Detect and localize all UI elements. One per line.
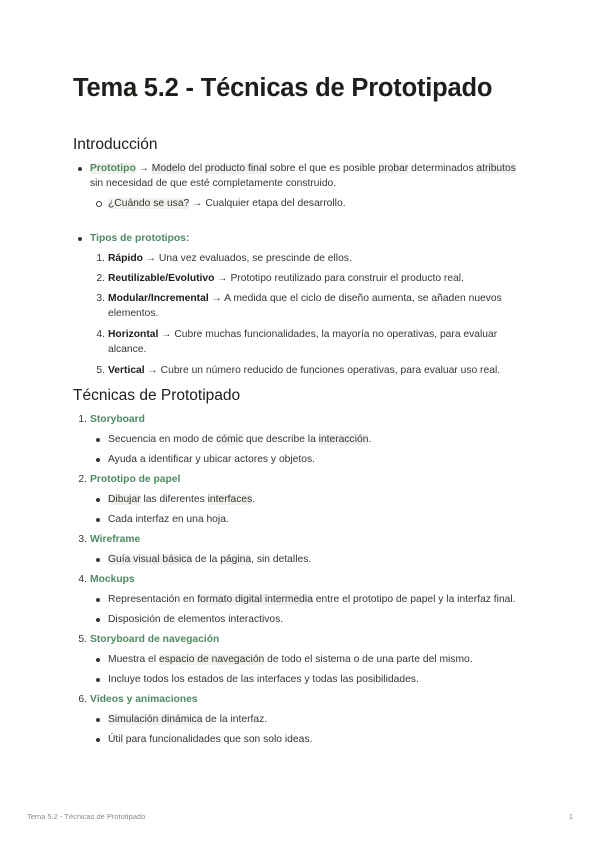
tipo-item-reutilizable: 2. Reutilizable/Evolutivo → Prototipo reutilizado para construir el producto real.: [96, 273, 464, 284]
list-item: Ayuda a identificar y ubicar actores y objetos.: [108, 452, 533, 467]
bullet-icon: [96, 678, 100, 682]
tipos-numbered-list: [73, 251, 533, 378]
tecnica-papel: 2. Prototipo de papel: [78, 474, 181, 485]
intro-list: [73, 161, 533, 191]
list-item: Guía visual básica de la página, sin detalles.: [108, 552, 533, 567]
list-item-tipos: Tipos de prototipos:: [90, 231, 533, 246]
tecnica-videos: 6. Vídeos y animaciones: [78, 694, 198, 705]
tecnica-wireframe: 3. Wireframe: [78, 534, 141, 545]
bullet-icon: [96, 658, 100, 662]
tipo-item-modular: 3. Modular/Incremental → A medida que el ciclo de diseño aumenta, se añaden nuevos elementos.: [96, 293, 502, 319]
document-page: [73, 70, 533, 747]
bullet-icon: [96, 738, 100, 742]
bullet-icon: [96, 438, 100, 442]
list-item: Muestra el espacio de navegación de todo el sistema o de una parte del mismo.: [108, 652, 533, 667]
bullet-icon: [96, 458, 100, 462]
bullet-icon: [78, 167, 82, 171]
bullet-icon: [96, 598, 100, 602]
bullet-icon: [96, 498, 100, 502]
list-item: Simulación dinámica de la interfaz.: [108, 712, 533, 727]
list-item: Dibujar las diferentes interfaces.: [108, 492, 533, 507]
list-item-prototipo: Prototipo → Modelo del producto final sobre el que es posible probar determinados atributos sin necesidad de que esté completamente construido.: [90, 161, 533, 191]
page-number: 1: [568, 812, 573, 821]
bullet-icon: [96, 618, 100, 622]
list-item: Incluye todos los estados de las interfaces y todas las posibilidades.: [108, 672, 533, 687]
page-footer: [27, 812, 573, 821]
tipo-item-vertical: 5. Vertical → Cubre un número reducido de funciones operativas, para evaluar uso real.: [96, 365, 501, 376]
tecnicas-list: [73, 412, 533, 427]
list-item: Representación en formato digital intermedia entre el prototipo de papel y la interfaz final.: [108, 592, 533, 607]
section-heading-intro: Introducción: [73, 136, 158, 153]
bullet-icon: [96, 518, 100, 522]
footer-title: Tema 5.2 - Técnicas de Prototipado: [27, 812, 146, 821]
tecnica-storyboard-navegacion: 5. Storyboard de navegación: [78, 634, 220, 645]
tecnica-mockups: 4. Mockups: [78, 574, 135, 585]
bullet-icon: [96, 718, 100, 722]
tipo-item-horizontal: 4. Horizontal → Cubre muchas funcionalidades, la mayoría no operativas, para evaluar alcance.: [96, 329, 498, 355]
tipo-item-rapido: 1. Rápido → Una vez evaluados, se prescinde de ellos.: [96, 253, 352, 264]
intro-sublist: [73, 196, 533, 211]
page-title: Tema 5.2 - Técnicas de Prototipado: [73, 74, 493, 102]
list-item: Disposición de elementos interactivos.: [108, 612, 533, 627]
tipos-list: [73, 231, 533, 246]
bullet-icon: [78, 237, 82, 241]
section-heading-tecnicas: Técnicas de Prototipado: [73, 387, 241, 404]
list-item: Útil para funcionalidades que son solo ideas.: [108, 732, 533, 747]
tecnica-storyboard: 1. Storyboard: [78, 414, 145, 425]
bullet-icon: [96, 558, 100, 562]
list-item: Cada interfaz en una hoja.: [108, 512, 533, 527]
list-item: Secuencia en modo de cómic que describe la interacción.: [108, 432, 533, 447]
bullet-ring-icon: [96, 201, 102, 207]
list-item-cuando: ¿Cuándo se usa? → Cualquier etapa del desarrollo.: [108, 196, 533, 211]
